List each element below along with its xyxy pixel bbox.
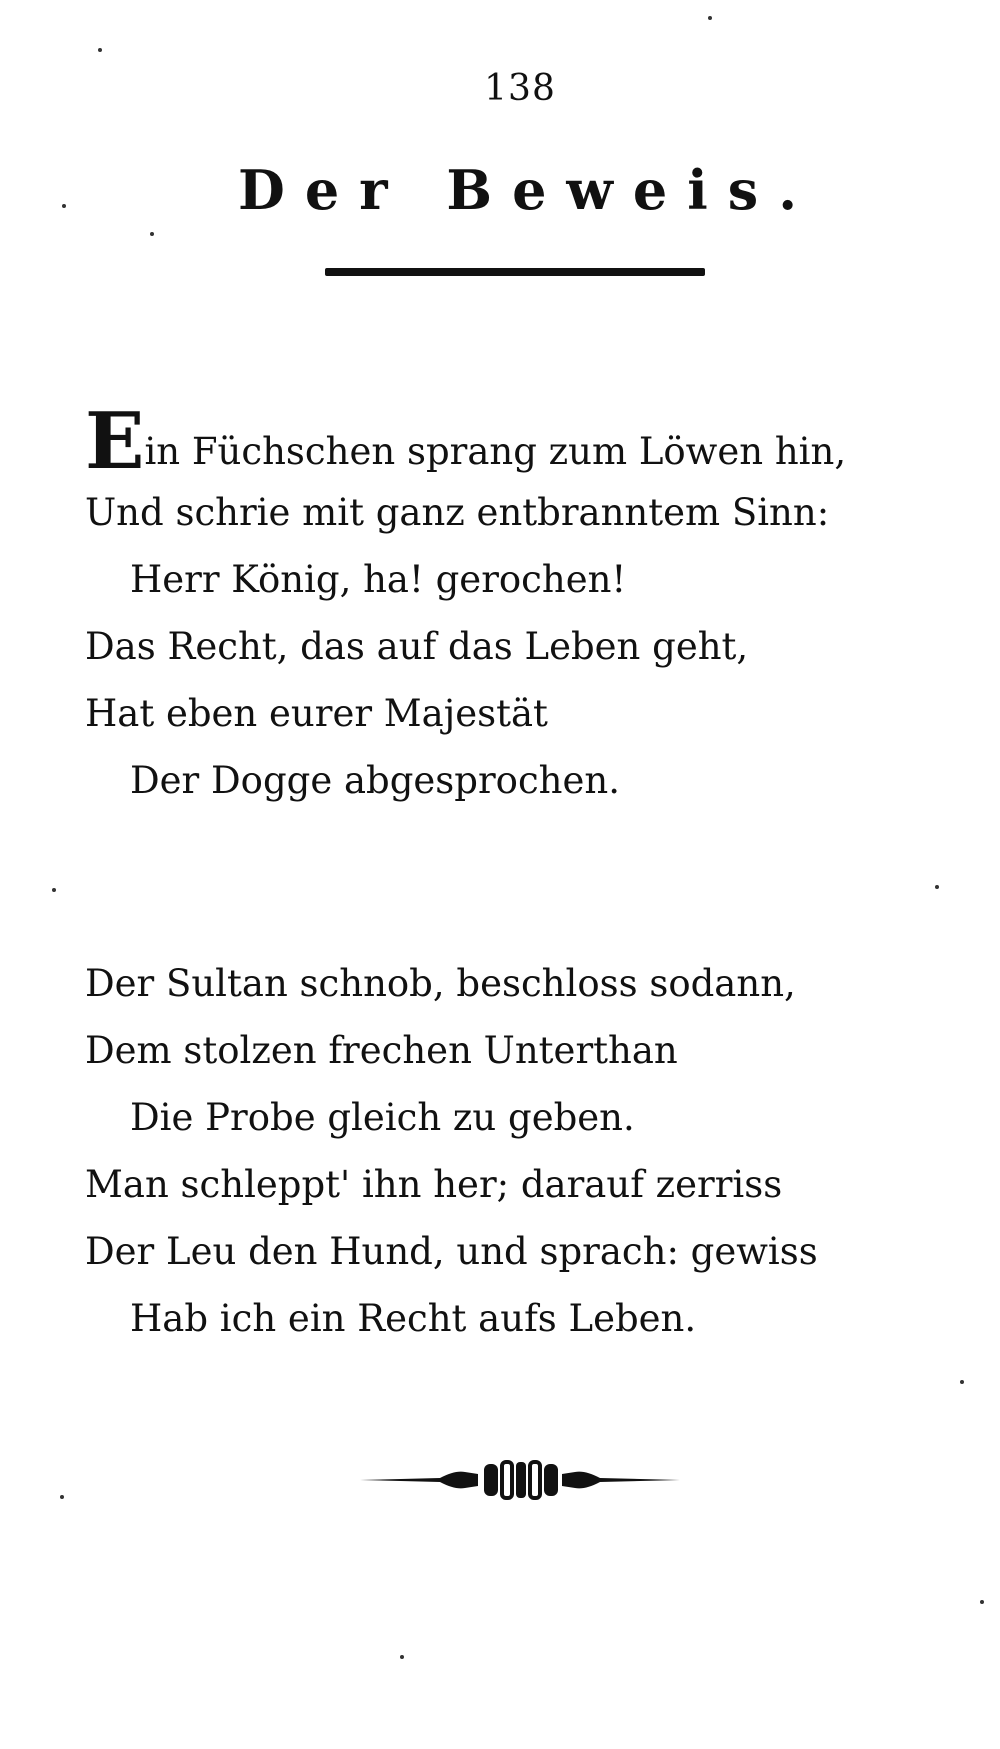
print-speck [150, 232, 154, 236]
print-speck [62, 204, 66, 208]
stanza-2 [85, 950, 925, 1352]
print-speck [98, 48, 102, 52]
poem-line: Und schrie mit ganz entbranntem Sinn: [85, 491, 830, 534]
print-speck [400, 1655, 404, 1659]
print-speck [60, 1495, 64, 1499]
print-speck [52, 888, 56, 892]
poem-line: Das Recht, das auf das Leben geht, [85, 625, 749, 668]
poem-line: Hab ich ein Recht aufs Leben. [130, 1297, 697, 1340]
poem-line: Hat eben eurer Majestät [85, 692, 548, 735]
line-text: in Füchschen sprang zum Löwen hin, [144, 430, 847, 473]
print-speck [708, 16, 712, 20]
print-speck [980, 1600, 984, 1604]
title-rule [325, 268, 705, 276]
stanza-1 [85, 396, 925, 814]
drop-cap: E [85, 396, 145, 487]
tailpiece-ornament [360, 1450, 680, 1510]
print-speck [960, 1380, 964, 1384]
poem-line: Der Sultan schnob, beschloss sodann, [85, 962, 796, 1005]
poem-line: Der Leu den Hund, und sprach: gewiss [85, 1230, 818, 1273]
poem-line [85, 396, 925, 487]
poem-line: Herr König, ha! gerochen! [130, 558, 627, 601]
poem-line: Dem stolzen frechen Unterthan [85, 1029, 678, 1072]
poem-line: Die Probe gleich zu geben. [130, 1096, 635, 1139]
poem-title: Der Beweis. [238, 158, 817, 222]
poem-line: Man schleppt' ihn her; darauf zerriss [85, 1163, 783, 1206]
poem-line: Der Dogge abgesprochen. [130, 759, 620, 802]
print-speck [935, 885, 939, 889]
page-number: 138 [484, 68, 556, 109]
